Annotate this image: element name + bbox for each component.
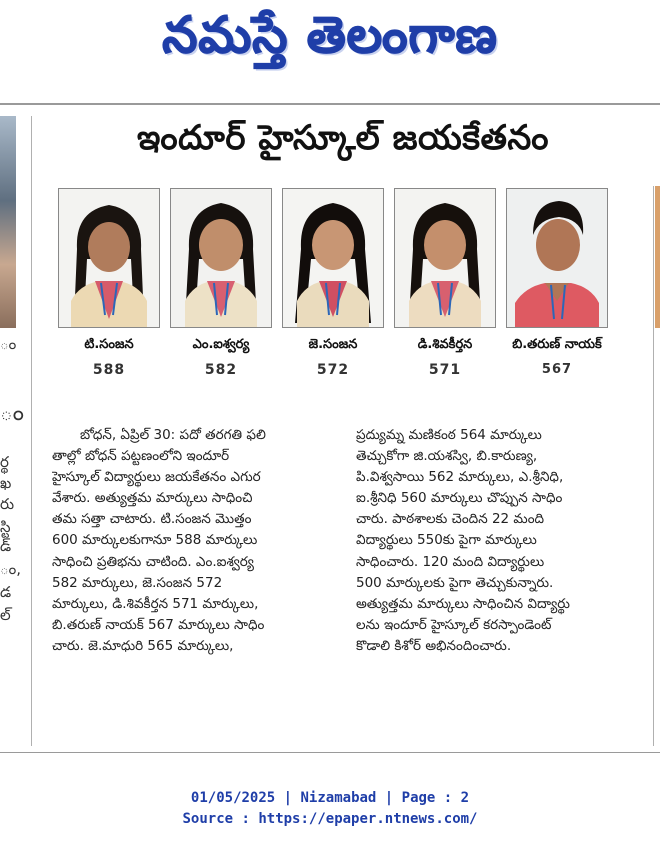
student-card <box>58 188 160 378</box>
article-headline: ఇందూర్ హైస్కూల్ జయకేతనం <box>136 118 550 158</box>
adjacent-article-photo-fragment <box>0 116 16 328</box>
left-fragment: డ్ <box>0 537 12 555</box>
left-fragment: ల్ <box>0 606 11 624</box>
article-line: 582 మార్కులు, జె.సంజన 572 <box>52 574 223 591</box>
student-photo <box>282 188 384 328</box>
student-card <box>170 188 272 378</box>
article-line: తాల్లో బోధన్ పట్టణంలోని ఇందూర్ <box>52 448 230 465</box>
newspaper-logo: నమస్తే తెలంగాణ <box>162 6 498 64</box>
article-line: పి.విశ్వసాయి 562 మార్కులు, ఎ.శ్రీనిధి, <box>356 469 564 486</box>
article-line: 600 మార్కులకుగానూ 588 మార్కులు <box>52 532 258 549</box>
student-name: డి.శివకీర్తన <box>417 337 473 352</box>
student-score: 582 <box>204 362 238 378</box>
left-fragment: ర్థ <box>0 453 9 471</box>
article-body-column-1 <box>52 425 296 657</box>
left-fragment: ం <box>0 335 17 353</box>
bottom-divider <box>0 752 660 753</box>
left-fragment: రు <box>0 495 15 513</box>
student-card <box>506 188 608 377</box>
left-fragment: స్టి <box>0 518 11 536</box>
article-line: కొడాలి కిశోర్ అభినందించారు. <box>356 637 512 654</box>
student-card <box>282 188 384 378</box>
student-name: టి.సంజన <box>84 337 134 352</box>
student-score: 588 <box>92 362 126 378</box>
article-line: అత్యుత్తమ మార్కులు సాధించిన విద్యార్థు <box>356 595 570 612</box>
article-line: బోధన్, ఏప్రిల్ 30: పదో తరగతి ఫలి <box>80 427 266 443</box>
student-photo-row <box>58 188 618 388</box>
article-line: బి.తరుణ్ నాయక్ 567 మార్కులు సాధిం <box>52 616 265 633</box>
article-line: మార్కులు, డి.శివకీర్తన 571 మార్కులు, <box>52 595 259 612</box>
article-line: 500 మార్కులకు పైగా తెచ్చుకున్నారు. <box>356 574 554 591</box>
left-fragment: ం <box>0 401 24 426</box>
top-divider <box>0 103 660 105</box>
student-photo <box>58 188 160 328</box>
student-name: జె.సంజన <box>308 337 358 352</box>
masthead <box>0 0 660 104</box>
left-fragment: డ <box>0 583 12 601</box>
article-body-column-2 <box>356 425 600 657</box>
article-line: విద్యార్థులు 550కు పైగా మార్కులు <box>356 532 537 549</box>
left-fragment: ం, <box>0 560 22 578</box>
student-photo <box>394 188 496 328</box>
page-footer <box>0 788 660 830</box>
column-divider-right <box>653 186 654 746</box>
column-divider-left <box>31 116 32 746</box>
article-line: ప్రద్యుమ్న మణికంఠ 564 మార్కులు <box>356 427 542 443</box>
student-photo <box>506 188 608 328</box>
adjacent-column-fragments <box>0 330 24 630</box>
student-score: 572 <box>316 362 350 378</box>
article-line: తమ సత్తా చాటారు. టి.సంజన మొత్తం <box>52 511 252 528</box>
article-line: సాధించి ప్రతిభను చాటింది. ఎం.ఐశ్వర్య <box>52 553 254 570</box>
article-line: తెచ్చుకోగా జి.యశస్వి, బి.కారుణ్య, <box>356 448 538 465</box>
left-fragment: ఖ <box>0 474 12 492</box>
student-photo <box>170 188 272 328</box>
article-line: చారు. పాఠశాలకు చెందిన 22 మంది <box>356 511 545 528</box>
student-name: ఎం.ఐశ్వర్య <box>192 337 250 352</box>
article-line: లను ఇందూర్ హైస్కూల్ కరస్పాండెంట్ <box>356 616 552 633</box>
footer-date-edition: 01/05/2025 | Nizamabad | Page : 2 <box>190 790 470 806</box>
student-card <box>394 188 496 378</box>
adjacent-article-photo-fragment-right <box>655 186 660 328</box>
article-line: హైస్కూల్ విద్యార్థులు జయకేతనం ఎగుర <box>52 469 261 486</box>
article-line: ఐ.శ్రీనిధి 560 మార్కులు చొప్పున సాధిం <box>356 490 563 507</box>
student-score: 571 <box>428 362 462 378</box>
student-score: 567 <box>541 362 573 377</box>
footer-source-link[interactable]: Source : https://epaper.ntnews.com/ <box>182 811 478 827</box>
article-line: చారు. జె.మాధురి 565 మార్కులు, <box>52 637 234 654</box>
student-name: బి.తరుణ్ నాయక్ <box>512 337 602 352</box>
article-line: వేశారు. అత్యుత్తమ మార్కులు సాధించి <box>52 490 253 507</box>
article-line: సాధించారు. 120 మంది విద్యార్థులు <box>356 553 545 570</box>
